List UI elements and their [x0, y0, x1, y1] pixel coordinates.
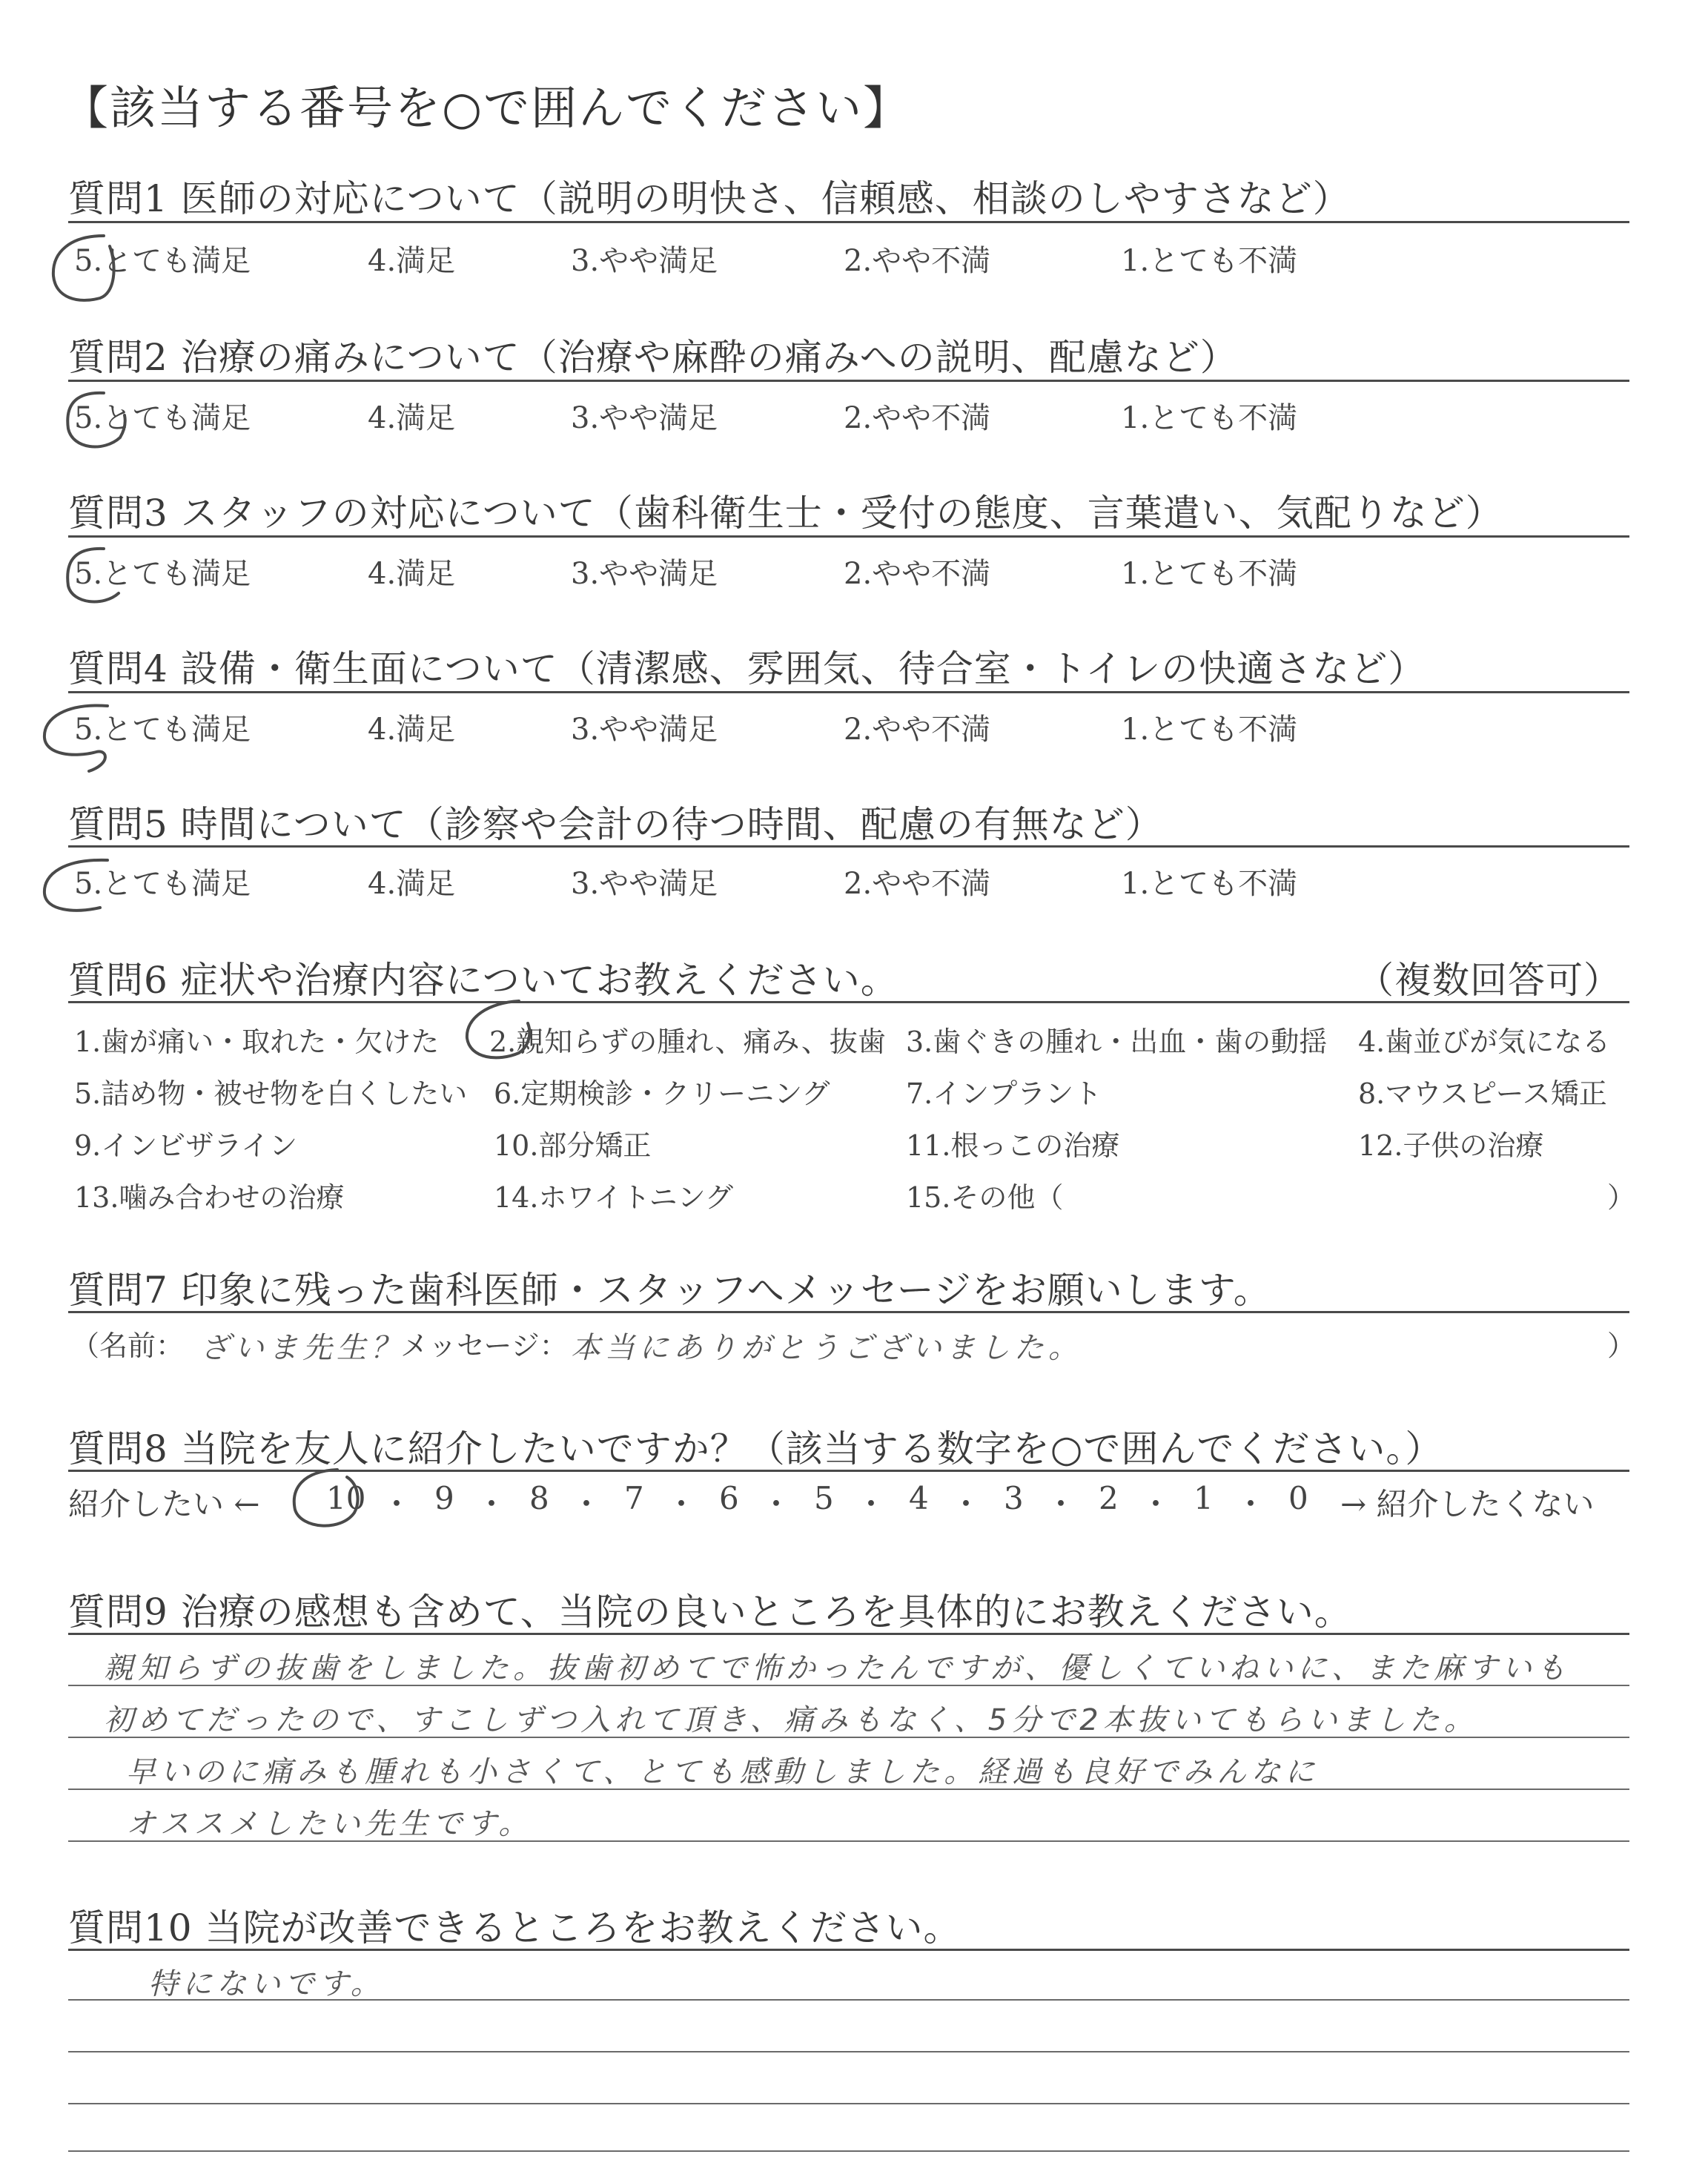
q1-option-3[interactable]: 3.やや満足 [571, 244, 718, 278]
question-9-rule [68, 1633, 1629, 1635]
q8-sep: ・ [761, 1486, 792, 1522]
q8-sep: ・ [1045, 1486, 1077, 1522]
question-2-rule [68, 380, 1629, 382]
q7-message-value[interactable]: 本当にありがとうございました。 [571, 1331, 1082, 1365]
q8-scale-5[interactable]: 5 [814, 1480, 834, 1516]
q3-option-5[interactable]: 5.とても満足 [74, 557, 251, 591]
q6-item-5[interactable]: 5.詰め物・被せ物を白くしたい [74, 1077, 468, 1110]
q6-item-3[interactable]: 3.歯ぐきの腫れ・出血・歯の動揺 [906, 1025, 1328, 1058]
q8-scale-2[interactable]: 2 [1099, 1480, 1119, 1516]
q9-answer-rule [68, 1840, 1629, 1842]
q6-item-14[interactable]: 14.ホワイトニング [494, 1181, 734, 1214]
q4-option-3[interactable]: 3.やや満足 [571, 713, 718, 747]
q5-option-2[interactable]: 2.やや不満 [844, 867, 991, 901]
q8-sep: ・ [666, 1486, 698, 1522]
q1-option-2[interactable]: 2.やや不満 [844, 244, 991, 278]
q10-answer-rule [68, 2150, 1629, 2152]
question-7-title: 質問7 印象に残った歯科医師・スタッフへメッセージをお願いします。 [68, 1269, 1271, 1312]
question-10-title: 質問10 当院が改善できるところをお教えください。 [68, 1906, 961, 1949]
q8-sep: ・ [571, 1486, 603, 1522]
question-5-title: 質問5 時間について（診察や会計の待つ時間、配慮の有無など） [68, 803, 1163, 846]
q1-option-5[interactable]: 5.とても満足 [74, 244, 251, 278]
q3-option-3[interactable]: 3.やや満足 [571, 557, 718, 591]
question-8-title: 質問8 当院を友人に紹介したいですか？（該当する数字を○で囲んでください。） [68, 1427, 1443, 1470]
q8-scale-1[interactable]: 1 [1194, 1480, 1214, 1516]
question-3-rule [68, 535, 1629, 538]
question-1-title: 質問1 医師の対応について（説明の明快さ、信頼感、相談のしやすさなど） [68, 177, 1351, 220]
question-3-title: 質問3 スタッフの対応について（歯科衛生士・受付の態度、言葉遣い、気配りなど） [68, 492, 1503, 535]
q6-item-1[interactable]: 1.歯が痛い・取れた・欠けた [74, 1025, 440, 1058]
q6-item-6[interactable]: 6.定期検診・クリーニング [494, 1077, 830, 1110]
q6-item-11[interactable]: 11.根っこの治療 [906, 1129, 1120, 1162]
q6-item-15-close: ） [1607, 1181, 1636, 1214]
q6-item-13[interactable]: 13.噛み合わせの治療 [74, 1181, 345, 1214]
q10-answer-rule [68, 2103, 1629, 2104]
q6-item-7[interactable]: 7.インプラント [906, 1077, 1102, 1110]
q8-sep: ・ [855, 1486, 887, 1522]
q4-option-2[interactable]: 2.やや不満 [844, 713, 991, 747]
q2-option-1[interactable]: 1.とても不満 [1121, 401, 1298, 435]
question-6-note: （複数回答可） [1357, 959, 1621, 1002]
q6-item-9[interactable]: 9.インビザライン [74, 1129, 298, 1162]
question-10-rule [68, 1949, 1629, 1951]
q9-answer-rule [68, 1737, 1629, 1738]
q2-option-4[interactable]: 4.満足 [368, 401, 456, 435]
q5-option-5[interactable]: 5.とても満足 [74, 867, 251, 901]
question-8-rule [68, 1470, 1629, 1472]
q7-name-value[interactable]: ざいま先生？ [200, 1331, 405, 1365]
question-4-title: 質問4 設備・衛生面について（清潔感、雰囲気、待合室・トイレの快適さなど） [68, 647, 1426, 690]
q5-option-4[interactable]: 4.満足 [368, 867, 456, 901]
q7-name-label: （名前： [71, 1330, 185, 1362]
q10-answer-line-1[interactable]: 特にないです。 [148, 1967, 385, 2001]
q9-answer-line-3[interactable]: 早いのに痛みも腫れも小さくて、とても感動しました。経過も良好でみんなに [126, 1755, 1320, 1789]
q1-option-4[interactable]: 4.満足 [368, 244, 456, 278]
question-9-title: 質問9 治療の感想も含めて、当院の良いところを具体的にお教えください。 [68, 1591, 1352, 1634]
question-1-rule [68, 221, 1629, 223]
q8-scale-6[interactable]: 6 [719, 1480, 739, 1516]
q7-close-paren: ） [1607, 1330, 1636, 1362]
q2-option-3[interactable]: 3.やや満足 [571, 401, 718, 435]
q8-sep: ・ [950, 1486, 982, 1522]
page-title: 【該当する番号を○で囲んでください】 [62, 81, 911, 135]
q6-item-12[interactable]: 12.子供の治療 [1358, 1129, 1544, 1162]
question-5-rule [68, 845, 1629, 848]
q6-item-2[interactable]: 2.親知らずの腫れ、痛み、抜歯 [489, 1025, 886, 1058]
q8-sep: ・ [381, 1486, 413, 1522]
q1-option-1[interactable]: 1.とても不満 [1121, 244, 1298, 278]
q6-item-10[interactable]: 10.部分矯正 [494, 1129, 652, 1162]
question-6-title: 質問6 症状や治療内容についてお教えください。 [68, 959, 898, 1002]
q9-answer-rule [68, 1685, 1629, 1686]
q4-option-1[interactable]: 1.とても不満 [1121, 713, 1298, 747]
q8-scale-4[interactable]: 4 [909, 1480, 929, 1516]
q9-answer-rule [68, 1789, 1629, 1790]
q8-scale-9[interactable]: 9 [434, 1480, 454, 1516]
q8-left-label: 紹介したい ← [68, 1486, 260, 1522]
q6-item-8[interactable]: 8.マウスピース矯正 [1358, 1077, 1607, 1110]
question-6-rule [68, 1001, 1629, 1003]
q10-answer-rule [68, 2051, 1629, 2052]
q5-option-3[interactable]: 3.やや満足 [571, 867, 718, 901]
q2-option-2[interactable]: 2.やや不満 [844, 401, 991, 435]
question-7-rule [68, 1311, 1629, 1313]
q9-answer-line-2[interactable]: 初めてだったので、すこしずつ入れて頂き、痛みもなく、5分で2本抜いてもらいました。 [104, 1703, 1478, 1737]
q9-answer-line-4[interactable]: オススメしたい先生です。 [126, 1807, 533, 1841]
q6-item-4[interactable]: 4.歯並びが気になる [1358, 1025, 1611, 1058]
q8-sep: ・ [476, 1486, 508, 1522]
q8-sep: ・ [1140, 1486, 1172, 1522]
q10-answer-rule [68, 1999, 1629, 2001]
q8-scale-8[interactable]: 8 [529, 1480, 549, 1516]
q3-option-4[interactable]: 4.満足 [368, 557, 456, 591]
q4-option-4[interactable]: 4.満足 [368, 713, 456, 747]
q8-scale-3[interactable]: 3 [1004, 1480, 1024, 1516]
q3-option-2[interactable]: 2.やや不満 [844, 557, 991, 591]
q8-right-label: → 紹介したくない [1340, 1486, 1595, 1522]
q8-scale-7[interactable]: 7 [624, 1480, 644, 1516]
q8-scale-0[interactable]: 0 [1288, 1480, 1308, 1516]
q6-item-15[interactable]: 15.その他（ [906, 1181, 1064, 1214]
q5-option-1[interactable]: 1.とても不満 [1121, 867, 1298, 901]
q8-sep: ・ [1235, 1486, 1267, 1522]
q7-message-label: メッセージ： [400, 1330, 568, 1362]
q4-option-5[interactable]: 5.とても満足 [74, 713, 251, 747]
question-2-title: 質問2 治療の痛みについて（治療や麻酔の痛みへの説明、配慮など） [68, 336, 1238, 379]
q8-scale-10[interactable]: 10 [326, 1480, 366, 1516]
question-4-rule [68, 691, 1629, 693]
q3-option-1[interactable]: 1.とても不満 [1121, 557, 1298, 591]
q9-answer-line-1[interactable]: 親知らずの抜歯をしました。抜歯初めてで怖かったんですが、優しくていねいに、また麻すいも [104, 1651, 1570, 1685]
q2-option-5[interactable]: 5.とても満足 [74, 401, 251, 435]
